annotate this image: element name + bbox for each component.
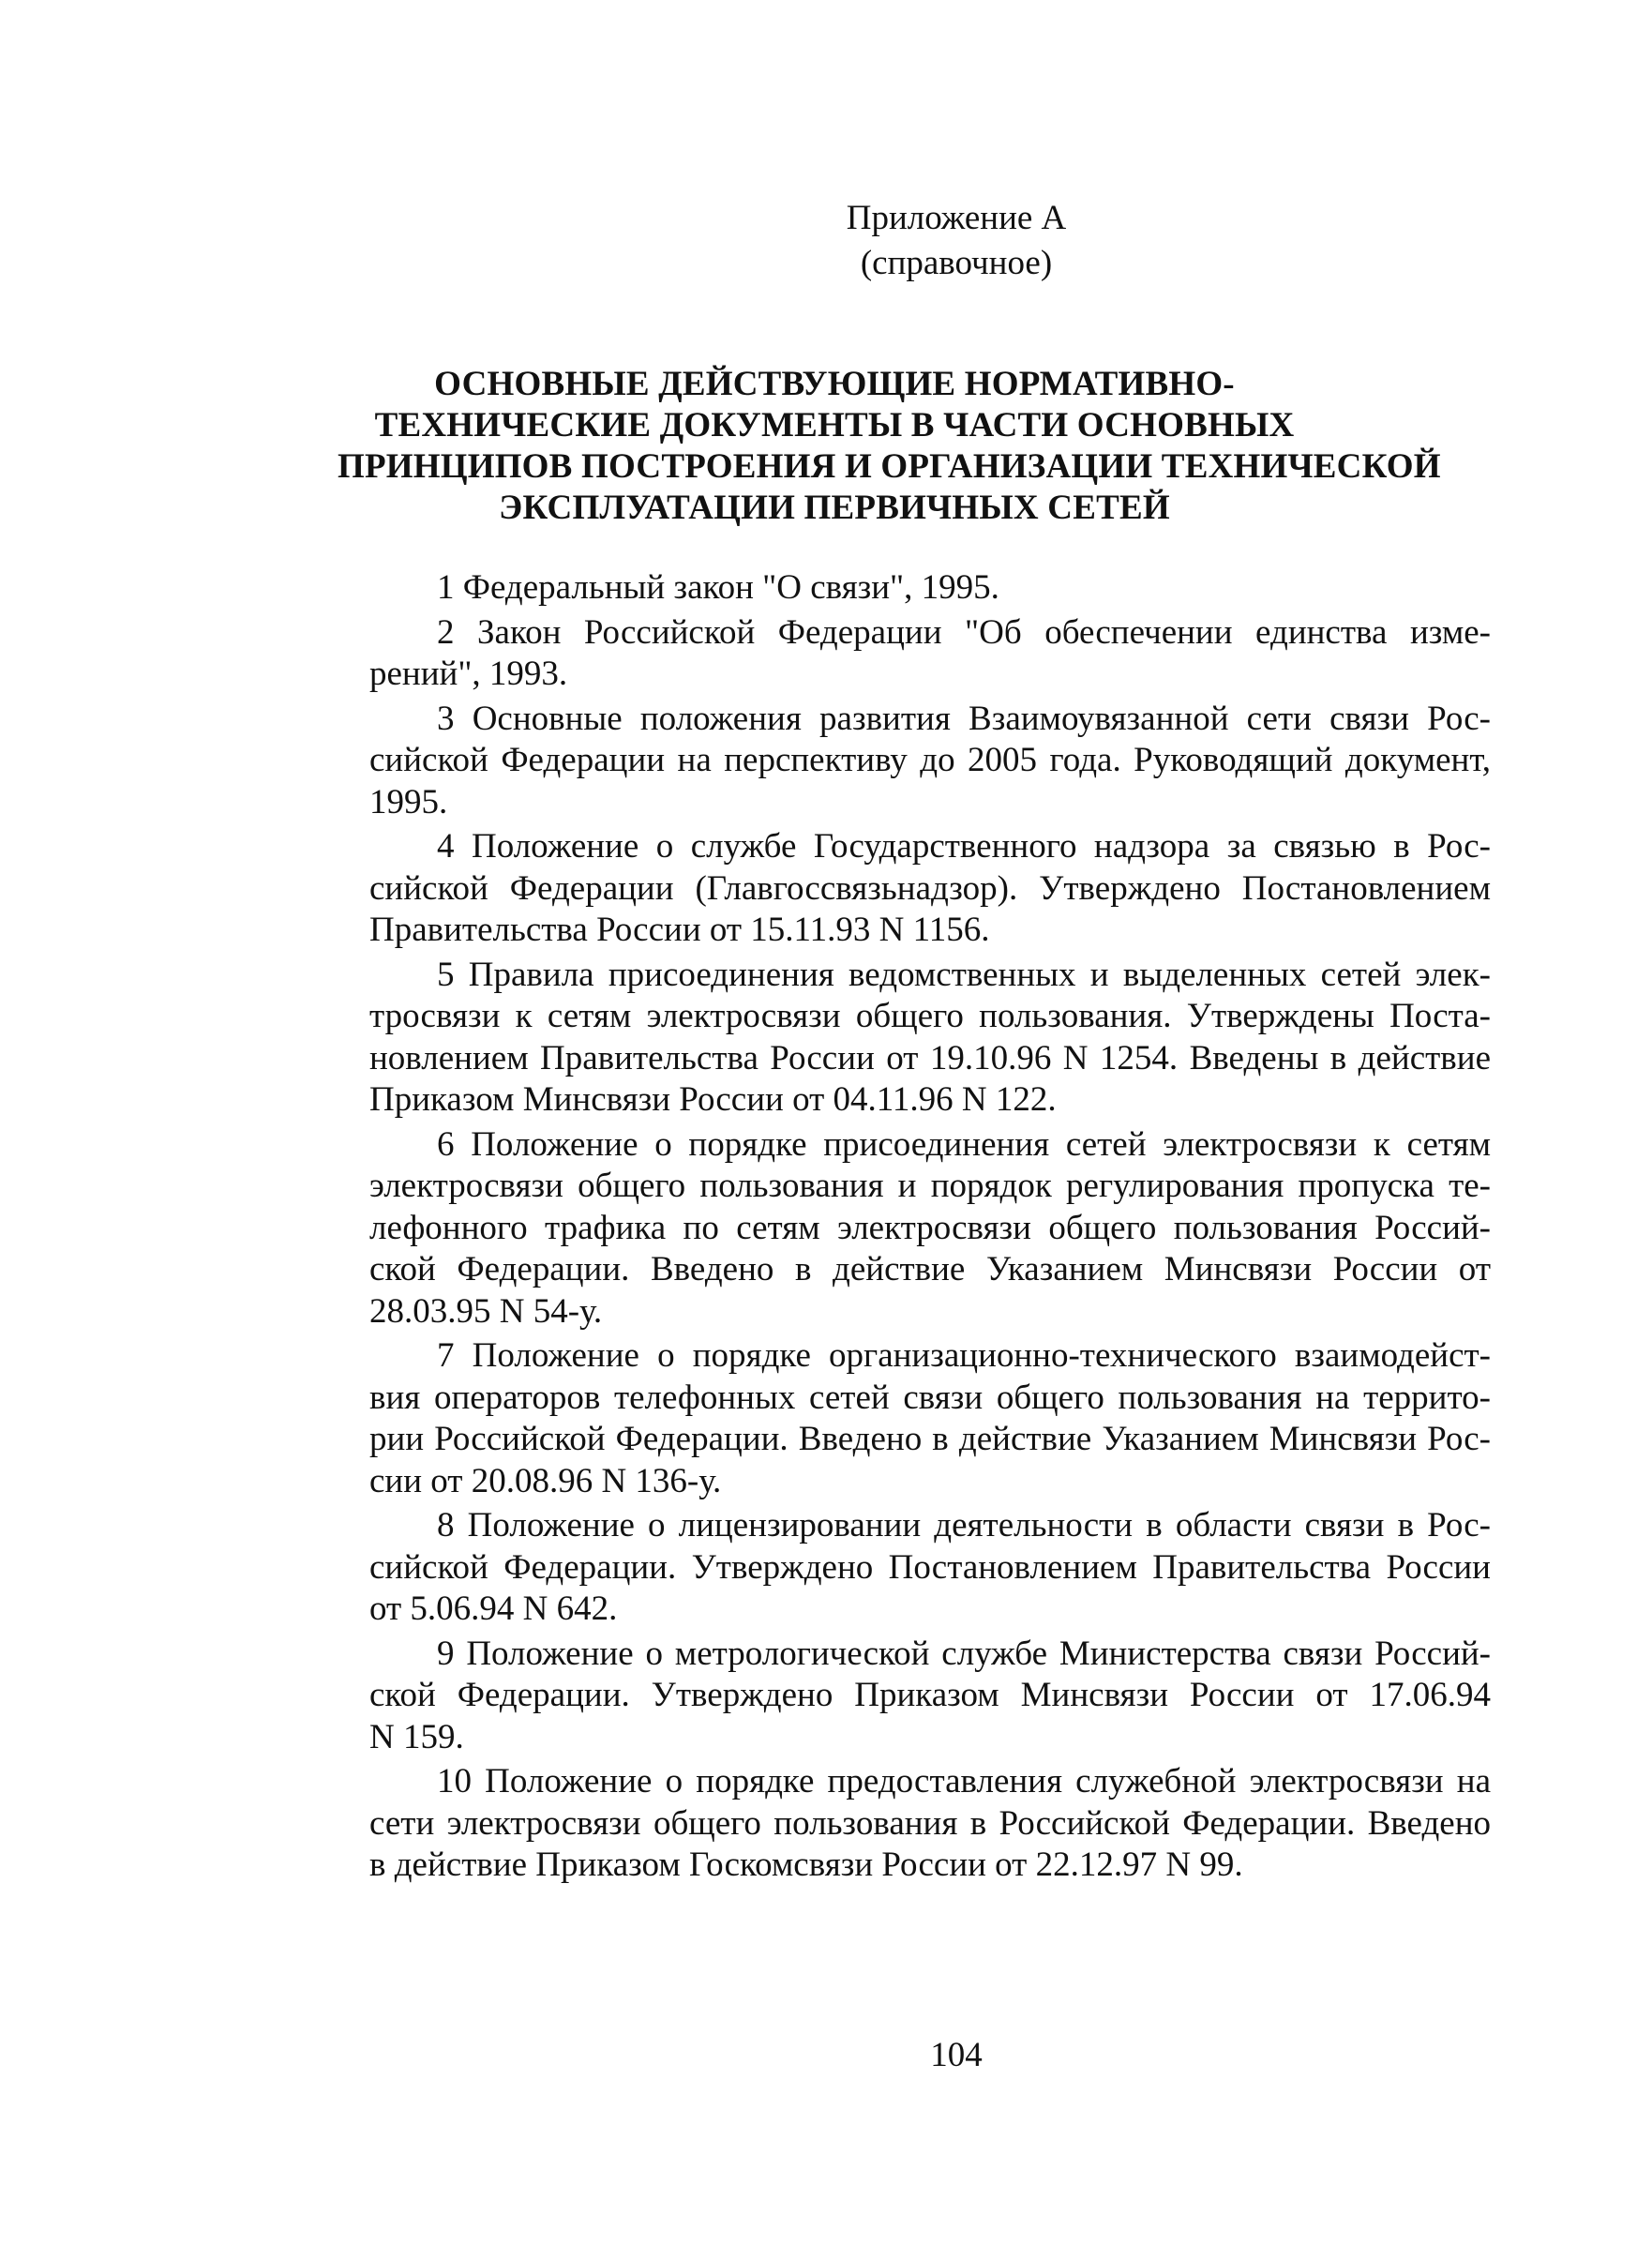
reference-line: 10 Положение о порядке предоставления служебной электросвязи на [437, 1762, 1491, 1800]
reference-line: 8 Положение о лицензировании деятельности в области связи в Рос- [437, 1506, 1491, 1544]
reference-line: 4 Положение о службе Государственного надзора за связью в Рос- [437, 827, 1491, 866]
reference-item [369, 612, 1491, 696]
reference-item [369, 1761, 1491, 1887]
page-number: 104 [930, 2036, 983, 2074]
reference-line: сийской Федерации. Утверждено Постановлением Правительства России [369, 1547, 1491, 1587]
reference-line: лефонного трафика по сетям электросвязи общего пользования Россий- [369, 1208, 1491, 1247]
reference-line: Правительства России от 15.11.93 N 1156. [369, 911, 990, 949]
reference-line: новлением Правительства России от 19.10.96 N 1254. Введены в действие [369, 1038, 1491, 1077]
reference-item [369, 699, 1491, 824]
reference-line: сии от 20.08.96 N 136-у. [369, 1461, 722, 1500]
reference-line: вия операторов телефонных сетей связи общего пользования на террито- [369, 1378, 1491, 1417]
heading-line: ЭКСПЛУАТАЦИИ ПЕРВИЧНЫХ СЕТЕЙ [499, 489, 1170, 527]
heading-line: ОСНОВНЫЕ ДЕЙСТВУЮЩИЕ НОРМАТИВНО- [434, 365, 1235, 403]
heading-line: ПРИНЦИПОВ ПОСТРОЕНИЯ И ОРГАНИЗАЦИИ ТЕХНИЧЕСКОЙ [338, 447, 1441, 486]
reference-line: 1 Федеральный закон "О связи", 1995. [437, 568, 999, 607]
reference-line: 2 Закон Российской Федерации "Об обеспечении единства изме- [437, 612, 1491, 652]
heading-line: ТЕХНИЧЕСКИЕ ДОКУМЕНТЫ В ЧАСТИ ОСНОВНЫХ [374, 406, 1295, 444]
reference-item [369, 1124, 1491, 1333]
appendix-subtitle: (справочное) [860, 244, 1053, 282]
reference-item [369, 1505, 1491, 1631]
reference-list [369, 567, 1491, 1890]
reference-line: N 159. [369, 1717, 464, 1756]
document-heading [338, 364, 1441, 529]
reference-line: 28.03.95 N 54-у. [369, 1291, 603, 1331]
reference-line: рии Российской Федерации. Введено в действие Указанием Минсвязи Рос- [369, 1420, 1491, 1458]
reference-item [369, 567, 1491, 610]
reference-line: тросвязи к сетям электросвязи общего пользования. Утверждены Поста- [369, 997, 1491, 1035]
reference-line: ской Федерации. Утверждено Приказом Минсвязи России от 17.06.94 [369, 1676, 1491, 1714]
reference-item [369, 955, 1491, 1122]
reference-line: сийской Федерации на перспективу до 2005 года. Руководящий документ, [369, 741, 1491, 779]
reference-line: в действие Приказом Госкомсвязи России от 22.12.97 N 99. [369, 1846, 1243, 1884]
reference-line: ской Федерации. Введено в действие Указанием Минсвязи России от [369, 1250, 1491, 1288]
reference-line: сийской Федерации (Главгоссвязьнадзор). Утверждено Постановлением [369, 868, 1491, 908]
reference-item [369, 1335, 1491, 1502]
reference-line: рений", 1993. [369, 655, 568, 693]
reference-line: от 5.06.94 N 642. [369, 1590, 618, 1628]
reference-line: электросвязи общего пользования и порядок регулирования пропуска те- [369, 1167, 1491, 1205]
reference-line: 9 Положение о метрологической службе Министерства связи Россий- [437, 1634, 1491, 1673]
reference-line: 3 Основные положения развития Взаимоувязанной сети связи Рос- [437, 699, 1491, 738]
reference-line: 7 Положение о порядке организационно-технического взаимодейст- [437, 1336, 1491, 1375]
reference-line: 6 Положение о порядке присоединения сетей электросвязи к сетям [437, 1124, 1491, 1164]
reference-line: 1995. [369, 782, 448, 821]
reference-line: 5 Правила присоединения ведомственных и выделенных сетей элек- [437, 955, 1491, 994]
reference-item [369, 1634, 1491, 1759]
reference-line: Приказом Минсвязи России от 04.11.96 N 122. [369, 1080, 1057, 1119]
reference-line: сети электросвязи общего пользования в Российской Федерации. Введено [369, 1803, 1491, 1843]
appendix-title: Приложение А [846, 199, 1067, 237]
reference-item [369, 826, 1491, 952]
